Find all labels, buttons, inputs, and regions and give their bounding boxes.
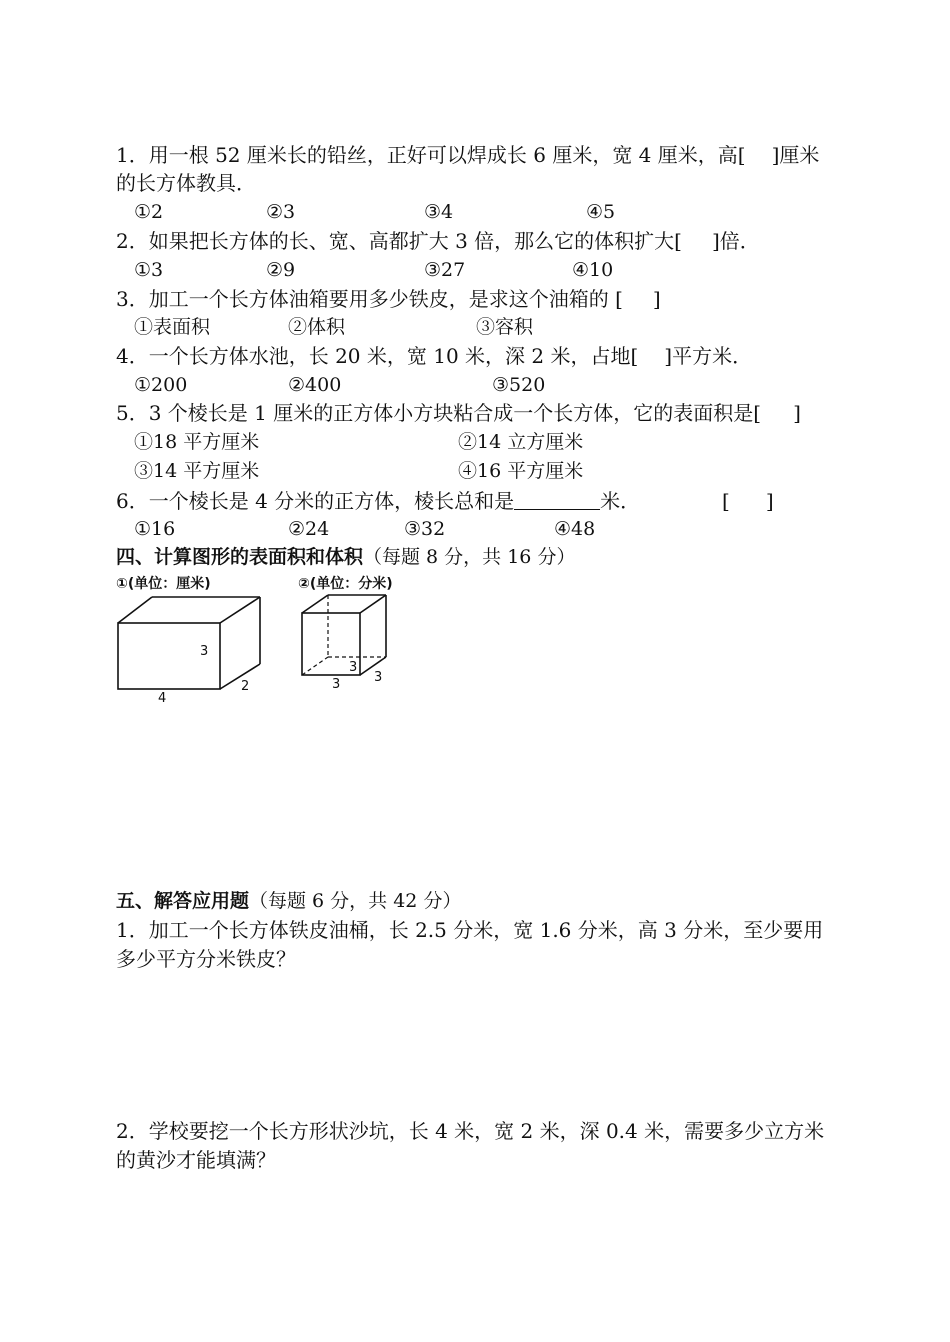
fig1-edge (118, 597, 152, 623)
fig2-width-label: 3 (374, 670, 383, 685)
q3-option-2: ②体积 (288, 316, 346, 338)
q3-text: 3．加工一个长方体油箱要用多少铁皮，是求这个油箱的 [ (116, 287, 623, 311)
section4-heading (116, 544, 575, 570)
q5-option-3: ③14 平方厘米 (134, 460, 260, 482)
q2-option-1: ①3 (134, 259, 164, 281)
q6-bracket-open: [ (722, 489, 730, 513)
q2-line (116, 228, 760, 254)
q3-line (116, 286, 661, 312)
p1-line2: 多少平方分米铁皮？ (116, 947, 296, 971)
q5-line (116, 400, 801, 426)
q6-option-3: ③32 (404, 518, 446, 540)
p2-line1: 2．学校要挖一个长方形状沙坑，长 4 米，宽 2 米，深 0.4 米，需要多少立方米 (116, 1119, 825, 1143)
q6-option-4: ④48 (554, 518, 596, 540)
q5-option-2: ②14 立方厘米 (458, 431, 584, 453)
q6-bracket-close: ] (765, 489, 774, 513)
q1-option-1: ①2 (134, 201, 164, 223)
q6-text: 6．一个棱长是 4 分米的正方体，棱长总和是 (116, 489, 515, 513)
q1-text: 1．用一根 52 厘米长的铅丝，正好可以焊成长 6 厘米，宽 4 厘米，高[ (116, 143, 746, 167)
q2-text: 2．如果把长方体的长、宽、高都扩大 3 倍，那么它的体积扩大[ (116, 229, 682, 253)
q5-option-4: ④16 平方厘米 (458, 460, 584, 482)
q4-option-3: ③520 (492, 374, 546, 396)
fig1-height-label: 3 (200, 644, 209, 659)
fig1-width-label: 2 (241, 679, 250, 694)
fig1-edge (220, 597, 260, 623)
q6-option-1: ①16 (134, 518, 176, 540)
q1-line2: 的长方体教具． (116, 171, 256, 195)
fig1-edge (220, 664, 260, 689)
q1-text-end: ]厘米 (771, 143, 820, 167)
section4-title: 四、计算图形的表面积和体积 (116, 546, 364, 568)
section5-heading (116, 888, 461, 914)
fig2-hidden-edge (302, 657, 328, 675)
p1-line1: 1．加工一个长方体铁皮油桶，长 2.5 分米，宽 1.6 分米，高 3 分米，至少要用 (116, 918, 824, 942)
q2-option-2: ②9 (266, 259, 296, 281)
q4-option-1: ①200 (134, 374, 188, 396)
q1-option-4: ④5 (586, 201, 616, 223)
q2-option-4: ④10 (572, 259, 614, 281)
q6-answer-bracket (722, 488, 774, 514)
q3-option-3: ③容积 (476, 316, 534, 338)
fig2-cube (302, 595, 386, 675)
q6-option-2: ②24 (288, 518, 330, 540)
section5-scoring-note: （每题 6 分，共 42 分） (249, 890, 462, 912)
fig2-caption: ②(单位：分米) (298, 576, 393, 592)
fig2-edge (302, 595, 328, 613)
fig2-length-label: 3 (332, 677, 341, 692)
fig2-hidden-edges (302, 595, 386, 675)
q4-text: 4．一个长方体水池，长 20 米，宽 10 米，深 2 米，占地[ (116, 344, 639, 368)
q5-text: 5．3 个棱长是 1 厘米的正方体小方块粘合成一个长方体，它的表面积是[ (116, 401, 762, 425)
fig1-cuboid (118, 597, 260, 689)
q1-option-2: ②3 (266, 201, 296, 223)
fig1-caption: ①(单位：厘米) (116, 576, 211, 592)
q4-text-end: ]平方米． (664, 344, 753, 368)
q6-fill-blank (514, 491, 600, 510)
q4-option-2: ②400 (288, 374, 342, 396)
fig2-depth-label: 3 (349, 660, 358, 675)
q3-text-end: ] (652, 287, 661, 311)
q4-line (116, 343, 752, 369)
q6-unit: 米． (600, 489, 641, 513)
q2-text-end: ]倍． (711, 229, 760, 253)
section5-title: 五、解答应用题 (116, 890, 250, 912)
q6-line (116, 488, 640, 514)
q3-option-1: ①表面积 (134, 316, 211, 338)
section4-scoring-note: （每题 8 分，共 16 分） (363, 546, 576, 568)
q5-option-1: ①18 平方厘米 (134, 431, 260, 453)
q1-line1 (116, 142, 819, 168)
q2-option-3: ③27 (424, 259, 466, 281)
fig2-edge (360, 595, 386, 613)
q1-option-3: ③4 (424, 201, 454, 223)
q5-text-end: ] (793, 401, 801, 425)
fig1-length-label: 4 (158, 691, 167, 706)
figures (110, 572, 550, 712)
p2-line2: 的黄沙才能填满？ (116, 1148, 276, 1172)
